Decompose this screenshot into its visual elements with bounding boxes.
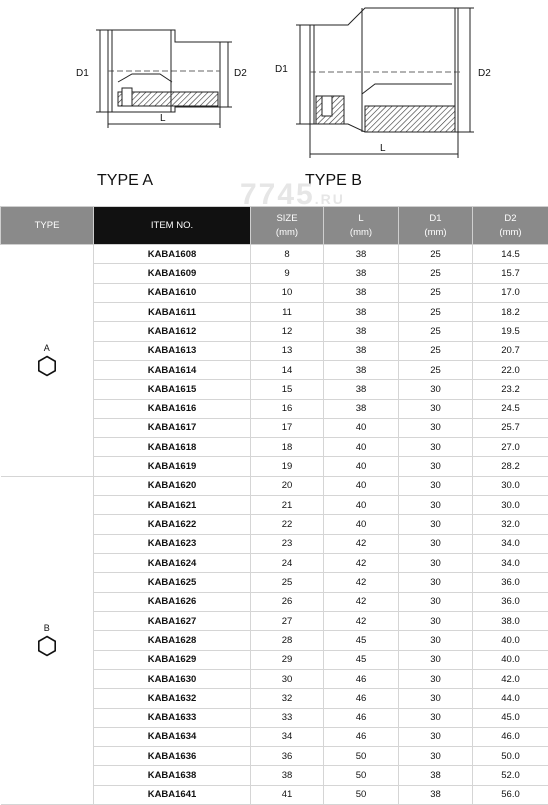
cell-l: 40 bbox=[324, 438, 399, 457]
cell-l: 38 bbox=[324, 302, 399, 321]
cell-item: KABA1632 bbox=[94, 689, 251, 708]
type-cell-b bbox=[1, 476, 94, 804]
hexagon-icon bbox=[36, 355, 58, 377]
header-type: TYPE bbox=[1, 207, 94, 245]
cell-l: 38 bbox=[324, 264, 399, 283]
cell-size: 8 bbox=[251, 245, 324, 264]
cell-item: KABA1624 bbox=[94, 554, 251, 573]
cell-size: 32 bbox=[251, 689, 324, 708]
cell-d2: 24.5 bbox=[473, 399, 548, 418]
cell-d2: 23.2 bbox=[473, 380, 548, 399]
cell-size: 14 bbox=[251, 360, 324, 379]
cell-d1: 25 bbox=[399, 283, 473, 302]
cell-d1: 30 bbox=[399, 496, 473, 515]
cell-item: KABA1615 bbox=[94, 380, 251, 399]
cell-l: 38 bbox=[324, 360, 399, 379]
cell-l: 38 bbox=[324, 399, 399, 418]
cell-item: KABA1630 bbox=[94, 669, 251, 688]
cell-d1: 30 bbox=[399, 457, 473, 476]
cell-item: KABA1608 bbox=[94, 245, 251, 264]
cell-l: 45 bbox=[324, 631, 399, 650]
cell-l: 42 bbox=[324, 534, 399, 553]
dim-d2-a: D2 bbox=[234, 68, 247, 79]
type-letter: B bbox=[44, 623, 50, 633]
cell-d2: 56.0 bbox=[473, 785, 548, 804]
cell-d2: 34.0 bbox=[473, 554, 548, 573]
cell-size: 23 bbox=[251, 534, 324, 553]
cell-d2: 42.0 bbox=[473, 669, 548, 688]
cell-d2: 28.2 bbox=[473, 457, 548, 476]
cell-size: 21 bbox=[251, 496, 324, 515]
cell-size: 11 bbox=[251, 302, 324, 321]
cell-d2: 27.0 bbox=[473, 438, 548, 457]
cell-d1: 30 bbox=[399, 573, 473, 592]
header-item-no: ITEM NO. bbox=[94, 207, 251, 245]
cell-size: 10 bbox=[251, 283, 324, 302]
cell-d1: 38 bbox=[399, 766, 473, 785]
cell-size: 22 bbox=[251, 515, 324, 534]
cell-l: 40 bbox=[324, 496, 399, 515]
cell-item: KABA1617 bbox=[94, 418, 251, 437]
cell-l: 38 bbox=[324, 283, 399, 302]
dim-d2-b: D2 bbox=[478, 68, 491, 79]
cell-size: 41 bbox=[251, 785, 324, 804]
cell-d2: 32.0 bbox=[473, 515, 548, 534]
type-b-drawing bbox=[296, 8, 474, 158]
cell-item: KABA1619 bbox=[94, 457, 251, 476]
cell-d1: 30 bbox=[399, 399, 473, 418]
cell-l: 50 bbox=[324, 766, 399, 785]
cell-d1: 25 bbox=[399, 264, 473, 283]
cell-l: 40 bbox=[324, 457, 399, 476]
cell-l: 38 bbox=[324, 341, 399, 360]
type-a-label: TYPE A bbox=[97, 172, 153, 190]
cell-size: 29 bbox=[251, 650, 324, 669]
cell-size: 9 bbox=[251, 264, 324, 283]
cell-size: 38 bbox=[251, 766, 324, 785]
cell-d2: 15.7 bbox=[473, 264, 548, 283]
cell-d1: 30 bbox=[399, 727, 473, 746]
cell-d2: 40.0 bbox=[473, 650, 548, 669]
cell-item: KABA1634 bbox=[94, 727, 251, 746]
header-size: SIZE (mm) bbox=[251, 207, 324, 245]
socket-diagrams bbox=[0, 0, 548, 200]
cell-size: 20 bbox=[251, 476, 324, 495]
cell-item: KABA1623 bbox=[94, 534, 251, 553]
dim-l-a: L bbox=[160, 113, 166, 124]
cell-d1: 30 bbox=[399, 534, 473, 553]
cell-d2: 36.0 bbox=[473, 573, 548, 592]
cell-d1: 30 bbox=[399, 418, 473, 437]
cell-size: 28 bbox=[251, 631, 324, 650]
cell-l: 45 bbox=[324, 650, 399, 669]
watermark: 7745.RU bbox=[240, 178, 345, 212]
cell-item: KABA1621 bbox=[94, 496, 251, 515]
hexagon-icon bbox=[36, 635, 58, 657]
cell-size: 36 bbox=[251, 747, 324, 766]
cell-item: KABA1633 bbox=[94, 708, 251, 727]
cell-d2: 30.0 bbox=[473, 476, 548, 495]
spec-table-wrapper bbox=[0, 206, 548, 805]
cell-d1: 30 bbox=[399, 669, 473, 688]
cell-item: KABA1625 bbox=[94, 573, 251, 592]
cell-size: 16 bbox=[251, 399, 324, 418]
cell-item: KABA1622 bbox=[94, 515, 251, 534]
cell-size: 25 bbox=[251, 573, 324, 592]
cell-item: KABA1611 bbox=[94, 302, 251, 321]
cell-d2: 50.0 bbox=[473, 747, 548, 766]
cell-size: 13 bbox=[251, 341, 324, 360]
type-letter: A bbox=[44, 343, 50, 353]
cell-d2: 36.0 bbox=[473, 592, 548, 611]
cell-size: 17 bbox=[251, 418, 324, 437]
cell-l: 50 bbox=[324, 747, 399, 766]
cell-d2: 40.0 bbox=[473, 631, 548, 650]
cell-item: KABA1613 bbox=[94, 341, 251, 360]
cell-d2: 38.0 bbox=[473, 611, 548, 630]
cell-d1: 25 bbox=[399, 360, 473, 379]
cell-item: KABA1626 bbox=[94, 592, 251, 611]
cell-l: 40 bbox=[324, 515, 399, 534]
cell-d2: 20.7 bbox=[473, 341, 548, 360]
cell-d1: 25 bbox=[399, 302, 473, 321]
cell-size: 19 bbox=[251, 457, 324, 476]
cell-item: KABA1629 bbox=[94, 650, 251, 669]
dim-d1-b: D1 bbox=[275, 64, 288, 75]
cell-size: 33 bbox=[251, 708, 324, 727]
cell-item: KABA1609 bbox=[94, 264, 251, 283]
table-body bbox=[1, 245, 548, 805]
header-l: L (mm) bbox=[324, 207, 399, 245]
cell-d2: 14.5 bbox=[473, 245, 548, 264]
cell-l: 46 bbox=[324, 689, 399, 708]
cell-d1: 30 bbox=[399, 689, 473, 708]
cell-d1: 30 bbox=[399, 438, 473, 457]
cell-item: KABA1636 bbox=[94, 747, 251, 766]
cell-l: 38 bbox=[324, 380, 399, 399]
cell-l: 40 bbox=[324, 476, 399, 495]
cell-size: 27 bbox=[251, 611, 324, 630]
cell-d1: 30 bbox=[399, 515, 473, 534]
cell-l: 46 bbox=[324, 708, 399, 727]
type-cell-a bbox=[1, 245, 94, 477]
cell-d2: 34.0 bbox=[473, 534, 548, 553]
cell-size: 15 bbox=[251, 380, 324, 399]
cell-l: 42 bbox=[324, 611, 399, 630]
table-row bbox=[1, 476, 548, 495]
cell-item: KABA1641 bbox=[94, 785, 251, 804]
cell-item: KABA1618 bbox=[94, 438, 251, 457]
cell-l: 38 bbox=[324, 245, 399, 264]
dim-d1-a: D1 bbox=[76, 68, 89, 79]
cell-item: KABA1627 bbox=[94, 611, 251, 630]
cell-size: 12 bbox=[251, 322, 324, 341]
cell-size: 34 bbox=[251, 727, 324, 746]
cell-size: 18 bbox=[251, 438, 324, 457]
dim-l-b: L bbox=[380, 143, 386, 154]
cell-item: KABA1628 bbox=[94, 631, 251, 650]
cell-d2: 19.5 bbox=[473, 322, 548, 341]
cell-l: 38 bbox=[324, 322, 399, 341]
cell-d1: 30 bbox=[399, 747, 473, 766]
cell-size: 26 bbox=[251, 592, 324, 611]
cell-item: KABA1612 bbox=[94, 322, 251, 341]
cell-d2: 25.7 bbox=[473, 418, 548, 437]
cell-item: KABA1616 bbox=[94, 399, 251, 418]
cell-d2: 46.0 bbox=[473, 727, 548, 746]
cell-d2: 18.2 bbox=[473, 302, 548, 321]
cell-l: 42 bbox=[324, 573, 399, 592]
cell-d1: 25 bbox=[399, 245, 473, 264]
cell-d1: 30 bbox=[399, 650, 473, 669]
cell-item: KABA1638 bbox=[94, 766, 251, 785]
cell-d2: 45.0 bbox=[473, 708, 548, 727]
cell-d2: 30.0 bbox=[473, 496, 548, 515]
cell-item: KABA1620 bbox=[94, 476, 251, 495]
cell-l: 50 bbox=[324, 785, 399, 804]
spec-table bbox=[0, 206, 548, 805]
cell-d2: 22.0 bbox=[473, 360, 548, 379]
cell-size: 30 bbox=[251, 669, 324, 688]
cell-d1: 30 bbox=[399, 380, 473, 399]
table-header-row bbox=[1, 207, 548, 245]
cell-d1: 25 bbox=[399, 341, 473, 360]
cell-l: 42 bbox=[324, 592, 399, 611]
type-b-label: TYPE B bbox=[305, 172, 362, 190]
cell-d1: 30 bbox=[399, 708, 473, 727]
cell-item: KABA1614 bbox=[94, 360, 251, 379]
cell-d1: 25 bbox=[399, 322, 473, 341]
cell-l: 42 bbox=[324, 554, 399, 573]
cell-d1: 30 bbox=[399, 554, 473, 573]
header-d2: D2 (mm) bbox=[473, 207, 548, 245]
cell-d2: 52.0 bbox=[473, 766, 548, 785]
table-row bbox=[1, 245, 548, 264]
cell-item: KABA1610 bbox=[94, 283, 251, 302]
cell-d1: 38 bbox=[399, 785, 473, 804]
cell-size: 24 bbox=[251, 554, 324, 573]
cell-d1: 30 bbox=[399, 476, 473, 495]
cell-l: 46 bbox=[324, 727, 399, 746]
cell-d1: 30 bbox=[399, 592, 473, 611]
cell-d1: 30 bbox=[399, 631, 473, 650]
cell-d1: 30 bbox=[399, 611, 473, 630]
cell-d2: 17.0 bbox=[473, 283, 548, 302]
cell-l: 46 bbox=[324, 669, 399, 688]
cell-l: 40 bbox=[324, 418, 399, 437]
cell-d2: 44.0 bbox=[473, 689, 548, 708]
header-d1: D1 (mm) bbox=[399, 207, 473, 245]
